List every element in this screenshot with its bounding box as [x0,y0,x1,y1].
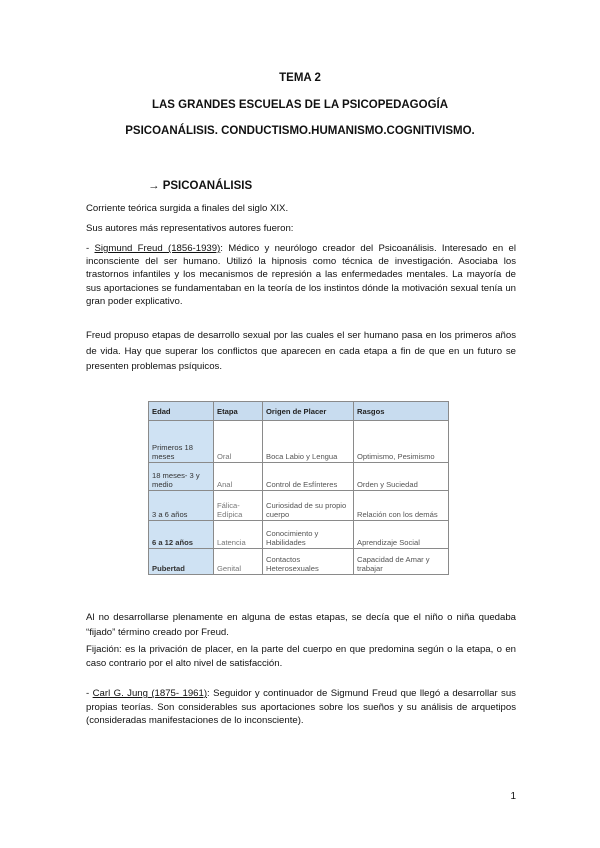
table-header-cell: Etapa [214,402,263,421]
table-cell: Curiosidad de su propio cuerpo [263,491,354,521]
table-cell: Anal [214,463,263,491]
table-cell: Oral [214,421,263,463]
table-row [149,549,449,575]
page-number: 1 [510,791,516,802]
fijado-paragraph: Al no desarrollarse plenamente en alguna de estas etapas, se decía que el niño o niña quedaba “fijado” término creado por Freud. [86,612,516,638]
table-cell: Control de Esfínteres [263,463,354,491]
table-cell: Orden y Suciedad [354,463,449,491]
table-cell: Optimismo, Pesimismo [354,421,449,463]
table-cell: Primeros 18 meses [149,421,214,463]
etapas-paragraph: Freud propuso etapas de desarrollo sexual por las cuales el ser humano pasa en los primeros años de vida. Hay que superar los conflictos que aparecen en cada etapa a fin de que en un futuro se presenten problemas psíquicos. [86,330,516,372]
freud-text: : Médico y neurólogo creador del Psicoanálisis. Interesado en el inconsciente del ser humano. Utilizó la hipnosis como técnica de investigación. Asociaba los trastornos infantiles y los mecanismos de represión a las enfermedades mentales. La mayoría de sus aportaciones se fundamentaban en la teoría de los instintos dónde la motivación sexual tenía un gran poder explicativo. [86,243,516,307]
table-cell: Genital [214,549,263,575]
table-cell: Relación con los demás [354,491,449,521]
table-header-cell: Origen de Placer [263,402,354,421]
table-cell: Latencia [214,521,263,549]
table-cell: Fálica- Edípica [214,491,263,521]
table-cell: 6 a 12 años [149,521,214,549]
table-header-cell: Edad [149,402,214,421]
table-cell: 3 a 6 años [149,491,214,521]
arrow-icon: → [148,180,160,192]
page-subtitle: PSICOANÁLISIS. CONDUCTISMO.HUMANISMO.COGNITIVISMO. [125,125,475,137]
table-cell: Aprendizaje Social [354,521,449,549]
fijacion-paragraph: Fijación: es la privación de placer, en la parte del cuerpo en que predomina según o la etapa, o en caso contrario por el alto nivel de satisfacción. [86,644,516,669]
table-row [149,521,449,549]
page-title: LAS GRANDES ESCUELAS DE LA PSICOPEDAGOGÍA [151,99,449,111]
jung-prefix: - [86,688,93,699]
table-cell: 18 meses- 3 y medio [149,463,214,491]
jung-text: : Seguidor y continuador de Sigmund Freud que llegó a desarrollar sus propias teorías. Son considerables sus aportaciones sobre los sueños y su análisis de arquetipos (consideradas manifestaciones de lo inconsciente). [86,688,516,727]
table-row [149,421,449,463]
table-header-cell: Rasgos [354,402,449,421]
table-row [149,491,449,521]
freud-name: Sigmund Freud (1856-1939) [94,243,221,254]
freud-stages-table [148,401,449,575]
section-heading-label: PSICOANÁLISIS [162,180,253,192]
table-cell: Boca Labio y Lengua [263,421,354,463]
table-row [149,463,449,491]
jung-name: Carl G. Jung (1875- 1961) [92,688,208,699]
jung-paragraph [86,687,516,728]
freud-prefix: - [86,243,95,254]
table-header-row [149,402,449,421]
tema-label: TEMA 2 [279,72,321,84]
freud-paragraph [86,242,516,308]
intro-line-2: Sus autores más representativos autores fueron: [86,223,294,234]
intro-line-1: Corriente teórica surgida a finales del siglo XIX. [86,203,289,214]
table-cell: Contactos Heterosexuales [263,549,354,575]
section-heading [148,180,252,192]
table-cell: Conocimiento y Habilidades [263,521,354,549]
table-cell: Pubertad [149,549,214,575]
table-cell: Capacidad de Amar y trabajar [354,549,449,575]
